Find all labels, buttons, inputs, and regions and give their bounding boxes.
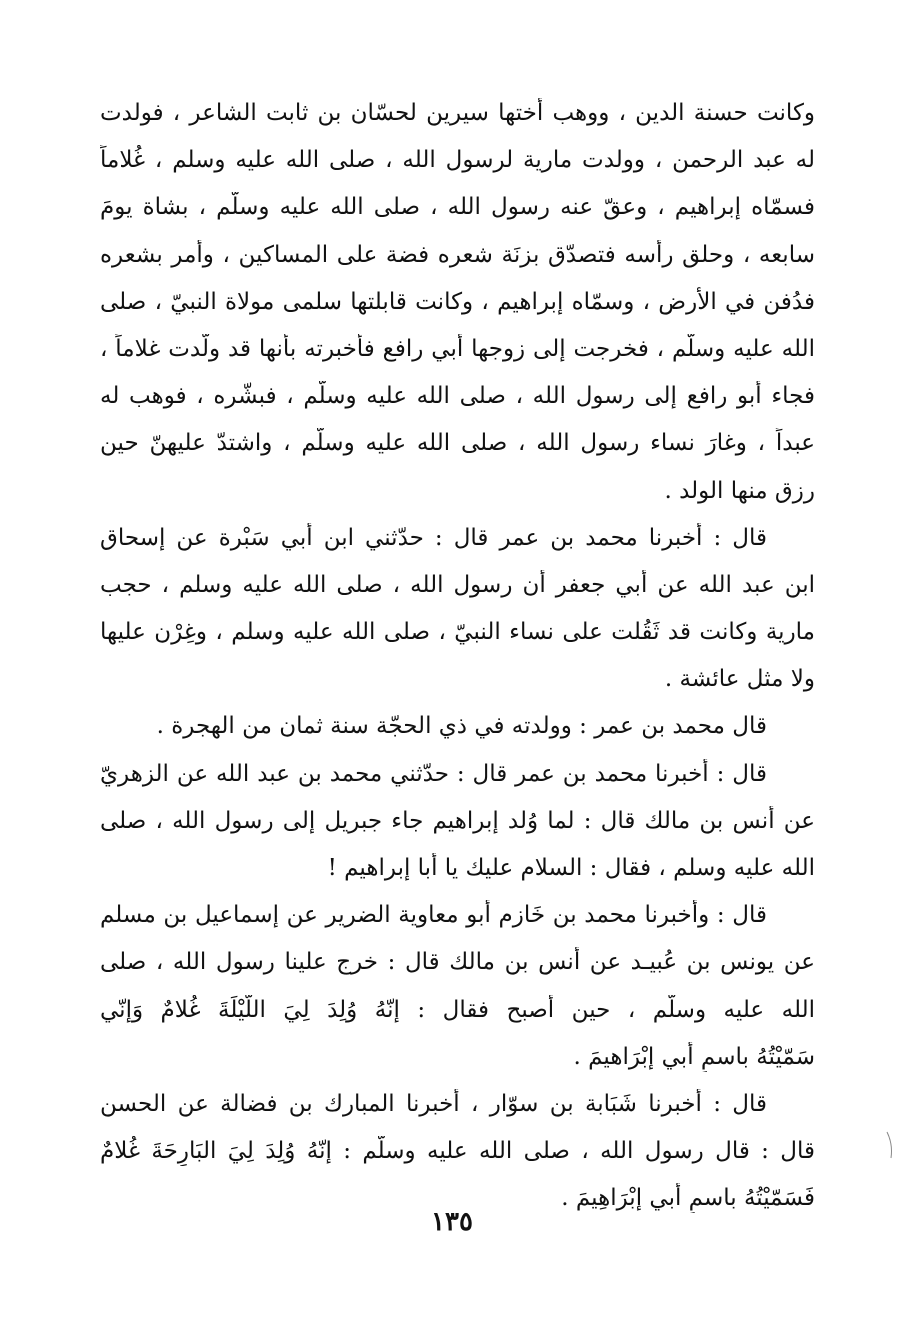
text-line: وكانت حسنة الدين ، ووهب أختها سيرين لحسّان بن ثابت الشاعر ، فولدت: [100, 100, 815, 126]
text-line: قال : أخبرنا محمد بن عمر قال : حدّثني محمد بن عبد الله عن الزهريّ: [100, 760, 767, 787]
text-line: عن يونس بن عُبيـد عن أنس بن مالك قال : خرج علينا رسول الله ، صلى: [100, 949, 815, 976]
text-line: مارية وكانت قد ثَقُلت على نساء النبيّ ، صلى الله عليه وسلم ، وغِرْن عليها: [100, 619, 815, 646]
body-text: [100, 98, 815, 1231]
text-line: فَسَمّيْتُهُ باسمِ أبي إبْرَاهِيمَ .: [561, 1185, 815, 1212]
text-line: الله عليه وسلّم ، فخرجت إلى زوجها أبي رافع فأخبرته بأنها قد ولّدت غلاماً ،: [100, 335, 815, 362]
text-line: فدُفن في الأرض ، وسمّاه إبراهيم ، وكانت قابلتها سلمى مولاة النبيّ ، صلى: [100, 288, 815, 315]
text-line: ابن عبد الله عن أبي جعفر أن رسول الله ، صلى الله عليه وسلم ، حجب: [100, 571, 815, 598]
text-line: سابعه ، وحلق رأسه فتصدّق بزنَة شعره فضة على المساكين ، وأمر بشعره: [100, 241, 815, 268]
text-line: عن أنس بن مالك قال : لما وُلد إبراهيم جاء جبريل إلى رسول الله ، صلى: [100, 807, 815, 834]
text-line: فسمّاه إبراهيم ، وعقّ عنه رسول الله ، صلى الله عليه وسلّم ، بشاة يومَ: [100, 194, 815, 221]
page-number: ١٣٥: [431, 1207, 473, 1237]
text-line: ولا مثل عائشة .: [664, 666, 815, 693]
text-line: رزق منها الولد .: [664, 477, 815, 504]
text-line: قال محمد بن عمر : وولدته في ذي الحجّة سنة ثمان من الهجرة .: [156, 713, 767, 740]
text-line: قال : أخبرنا محمد بن عمر قال : حدّثني ابن أبي سَبْرة عن إسحاق: [100, 524, 767, 551]
text-line: الله عليه وسلّم ، حين أصبح فقال : إنّهُ وُلِدَ لِيَ اللّيْلَةَ غُلامٌ وَإنّي: [100, 996, 815, 1023]
text-line: الله عليه وسلم ، فقال : السلام عليك يا أبا إبراهيم !: [327, 855, 815, 881]
text-line: قال : قال رسول الله ، صلى الله عليه وسلّم : إنّهُ وُلِدَ لِيَ البَارِحَةَ غُلامٌ: [100, 1138, 815, 1165]
margin-mark: [885, 1130, 895, 1160]
text-line: فجاء أبو رافع إلى رسول الله ، صلى الله عليه وسلّم ، فبشّره ، فوهب له: [100, 383, 815, 410]
text-line: سَمّيْتُهُ باسمِ أبي إبْرَاهيمَ .: [573, 1043, 815, 1070]
text-line: عبداً ، وغارَ نساء رسول الله ، صلى الله عليه وسلّم ، واشتدّ عليهنّ حين: [100, 430, 815, 457]
text-line: له عبد الرحمن ، وولدت مارية لرسول الله ، صلى الله عليه وسلم ، غُلاماً: [100, 147, 815, 174]
text-line: قال : أخبرنا شَبَابة بن سوّار ، أخبرنا المبارك بن فضالة عن الحسن: [100, 1090, 767, 1117]
text-line: قال : وأخبرنا محمد بن خَازم أبو معاوية الضرير عن إسماعيل بن مسلم: [100, 902, 767, 929]
